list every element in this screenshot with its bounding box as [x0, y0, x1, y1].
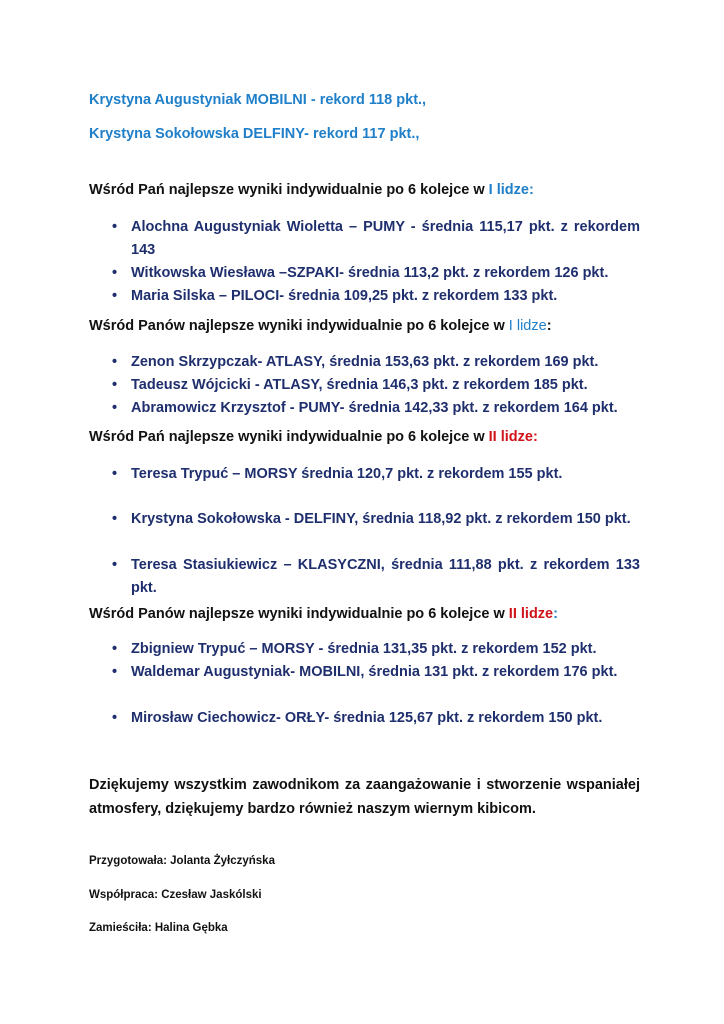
bullet-icon: • [112, 511, 118, 527]
bullet-icon: • [112, 466, 118, 482]
list-item [112, 374, 640, 397]
list-item-text: Tadeusz Wójcicki - ATLASY, średnia 146,3 pkt. z rekordem 185 pkt. [131, 377, 588, 393]
record-line: Krystyna Augustyniak MOBILNI - rekord 118 pkt., [89, 92, 427, 108]
bullet-icon: • [112, 219, 118, 235]
bullet-icon: • [112, 288, 118, 304]
list-item [112, 351, 640, 374]
section-heading [89, 606, 558, 622]
heading-text: Wśród Pań najlepsze wyniki indywidualnie po 6 kolejce w [89, 429, 489, 445]
record-line: Krystyna Sokołowska DELFINY- rekord 117 pkt., [89, 126, 420, 142]
heading-text: Wśród Panów najlepsze wyniki indywidualnie po 6 kolejce w [89, 606, 509, 622]
list-item [112, 707, 640, 730]
league-label: I lidze [488, 182, 529, 198]
list-item [112, 508, 640, 531]
list-item [112, 285, 640, 308]
list-item-text: Witkowska Wiesława –SZPAKI- średnia 113,2 pkt. z rekordem 126 pkt. [131, 265, 609, 281]
list-item-text: Zbigniew Trypuć – MORSY - średnia 131,35 pkt. z rekordem 152 pkt. [131, 641, 597, 657]
credit-cooperation: Współpraca: Czesław Jaskólski [89, 889, 262, 901]
section-heading [89, 182, 534, 198]
thanks-paragraph: Dziękujemy wszystkim zawodnikom za zaangażowanie i stworzenie wspaniałej atmosfery, dziękujemy bardzo również naszym wiernym kibicom. [89, 777, 640, 817]
list-item [112, 638, 640, 661]
list-item [112, 262, 640, 285]
list-item-text: Alochna Augustyniak Wioletta – PUMY - średnia 115,17 pkt. z rekordem 143 [131, 219, 640, 258]
list-item [112, 554, 640, 600]
bullet-icon: • [112, 377, 118, 393]
bullet-icon: • [112, 664, 118, 680]
heading-text: Wśród Panów najlepsze wyniki indywidualnie po 6 kolejce w [89, 318, 509, 334]
list-item-text: Zenon Skrzypczak- ATLASY, średnia 153,63 pkt. z rekordem 169 pkt. [131, 354, 599, 370]
list-item-text: Teresa Stasiukiewicz – KLASYCZNI, średnia 111,88 pkt. z rekordem 133 pkt. [131, 557, 640, 596]
list-item [112, 397, 640, 420]
heading-colon: : [528, 182, 534, 198]
list-item-text: Maria Silska – PILOCI- średnia 109,25 pkt. z rekordem 133 pkt. [131, 288, 558, 304]
heading-colon: : [553, 606, 558, 622]
list-item [112, 216, 640, 262]
bullet-icon: • [112, 710, 118, 726]
league-label: II lidze [488, 429, 533, 445]
list-item-text: Krystyna Sokołowska - DELFINY, średnia 118,92 pkt. z rekordem 150 pkt. [131, 511, 631, 527]
credit-prepared-by: Przygotowała: Jolanta Żyłczyńska [89, 855, 275, 867]
bullet-icon: • [112, 265, 118, 281]
section-heading [89, 429, 538, 445]
bullet-icon: • [112, 557, 118, 573]
list-item [112, 661, 640, 684]
heading-colon: : [546, 318, 552, 334]
list-item-text: Teresa Trypuć – MORSY średnia 120,7 pkt. z rekordem 155 pkt. [131, 466, 563, 482]
bullet-icon: • [112, 641, 118, 657]
credit-posted-by: Zamieściła: Halina Gębka [89, 922, 228, 934]
bullet-icon: • [112, 400, 118, 416]
league-label: II lidze [508, 606, 554, 622]
bullet-icon: • [112, 354, 118, 370]
league-label: I lidze [508, 318, 547, 334]
heading-text: Wśród Pań najlepsze wyniki indywidualnie po 6 kolejce w [89, 182, 489, 198]
list-item-text: Mirosław Ciechowicz- ORŁY- średnia 125,67 pkt. z rekordem 150 pkt. [131, 710, 603, 726]
heading-colon: : [532, 429, 538, 445]
section-heading [89, 318, 552, 334]
list-item-text: Abramowicz Krzysztof - PUMY- średnia 142,33 pkt. z rekordem 164 pkt. [131, 400, 618, 416]
list-item-text: Waldemar Augustyniak- MOBILNI, średnia 131 pkt. z rekordem 176 pkt. [131, 664, 618, 680]
list-item [112, 463, 640, 486]
